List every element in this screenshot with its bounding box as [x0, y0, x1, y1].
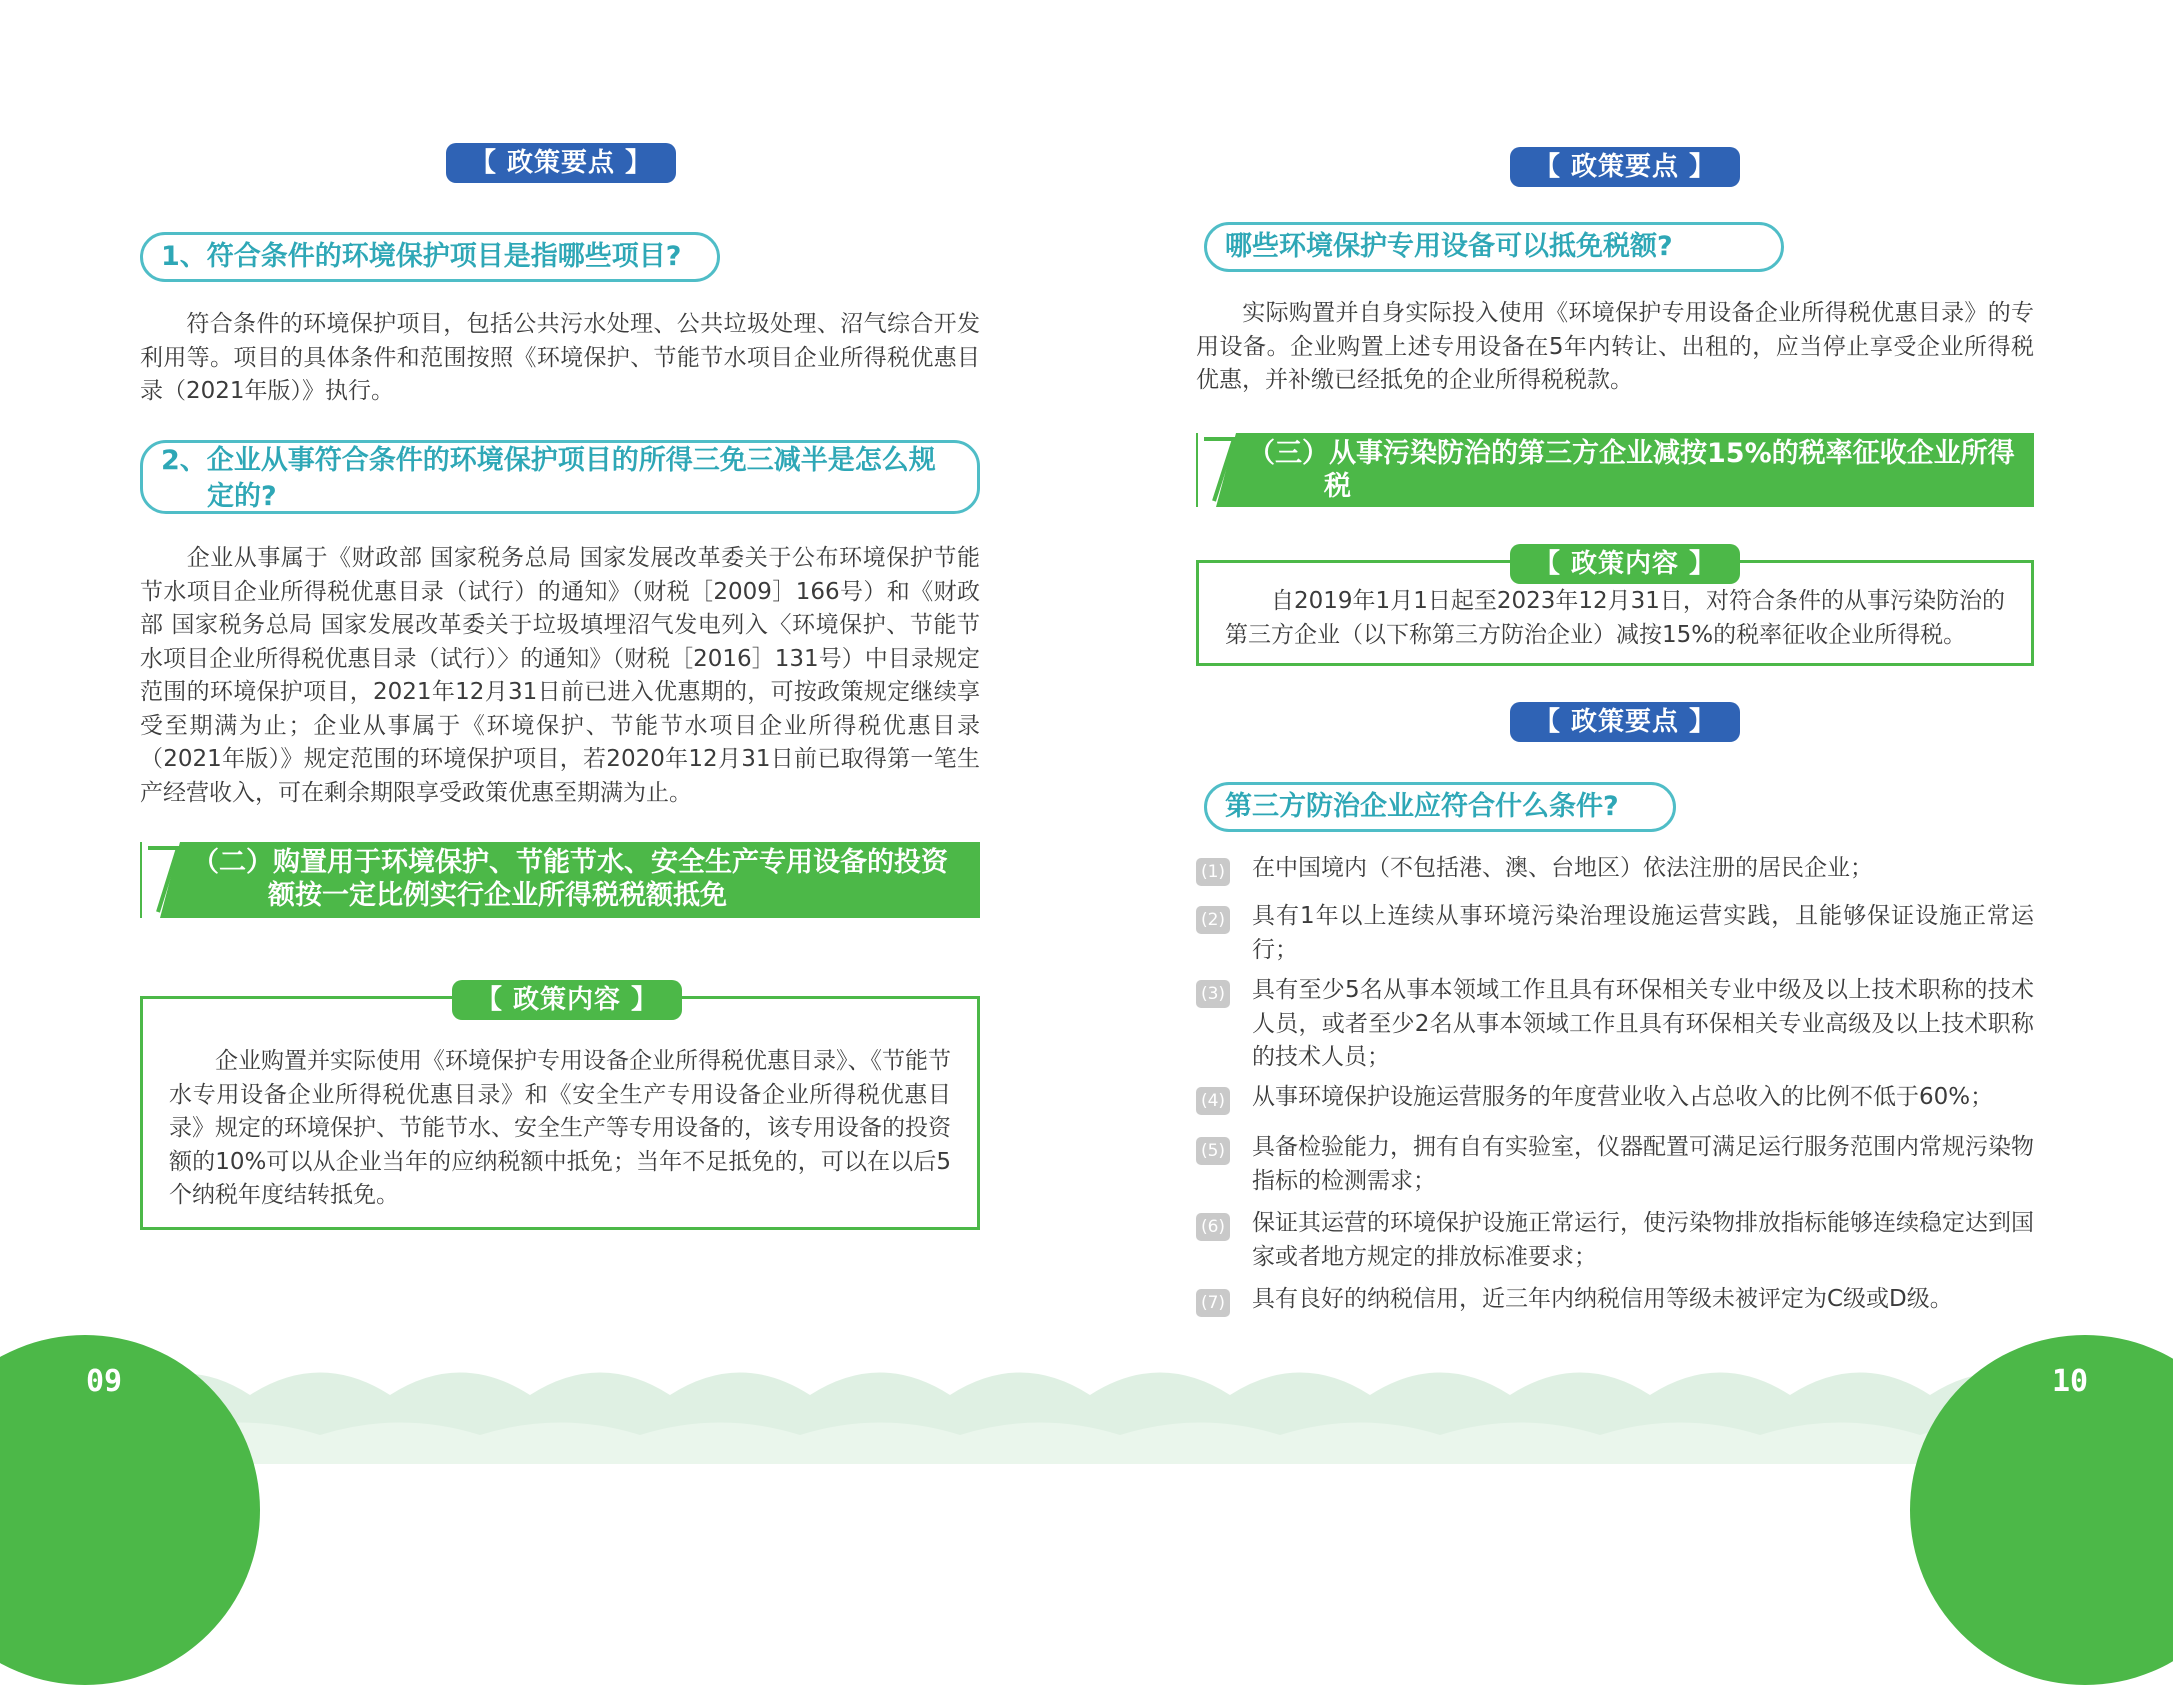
list-item-text: 在中国境内（不包括港、澳、台地区）依法注册的居民企业； — [1252, 855, 1873, 881]
list-item-text: 具有至少5名从事本领域工作且具有环保相关专业中级及以上技术职称的技术人员，或者至少2名从事本领域工作且具有环保相关专业高级及以上技术职称的技术人员； — [1252, 977, 2034, 1070]
chevron-arrow-icon — [1196, 433, 1252, 507]
question-pill-1 — [140, 232, 720, 282]
paragraph-text: 企业从事属于《财政部 国家税务总局 国家发展改革委关于公布环境保护节能节水项目企业所得税优惠目录（试行）的通知》（财税［2009］166号）和《财政部 国家税务总局 国家发展改革委关于垃圾填埋沼气发电列入〈环境保护、节能节水项目企业所得税优惠目录（试行）〉的通知》（财税［2016］131号）中目录规定范围的环境保护项目，2021年12月31日前已进入优惠期的，可按政策规定继续享受至期满为止；企业从事属于《环境保护、节能节水项目企业所得税优惠目录（2021年版）》规定范围的环境保护项目，若2020年12月31日前已取得第一笔生产经营收入，可在剩余期限享受政策优惠至期满为止。 — [140, 545, 980, 806]
policy-content-box-2 — [140, 996, 980, 1230]
section-banner-2 — [140, 842, 980, 918]
question-pill-3 — [1204, 222, 1784, 272]
list-number-badge: (4) — [1196, 1087, 1230, 1115]
policy-points-badge: 【 政策要点 】 — [446, 143, 676, 183]
list-item-text: 具有良好的纳税信用，近三年内纳税信用等级未被评定为C级或D级。 — [1252, 1286, 1953, 1312]
question-text-line1: 2、企业从事符合条件的环境保护项目的所得三免三减半是怎么规 — [161, 445, 936, 476]
paragraph-text-container — [169, 1045, 951, 1213]
question-pill-4 — [1204, 782, 1676, 832]
question-text: 第三方防治企业应符合什么条件? — [1225, 791, 1619, 822]
section-banner-3 — [1196, 433, 2034, 507]
list-number-badge: (6) — [1196, 1213, 1230, 1241]
paragraph-text: 实际购置并自身实际投入使用《环境保护专用设备企业所得税优惠目录》的专用设备。企业购置上述专用设备在5年内转让、出租的，应当停止享受企业所得税优惠，并补缴已经抵免的企业所得税税款。 — [1196, 300, 2034, 393]
list-number-badge: (3) — [1196, 980, 1230, 1008]
paragraph-text: 符合条件的环境保护项目，包括公共污水处理、公共垃圾处理、沼气综合开发利用等。项目的具体条件和范围按照《环境保护、节能节水项目企业所得税优惠目录（2021年版）》执行。 — [140, 311, 980, 404]
list-number-badge: (2) — [1196, 906, 1230, 934]
list-item-text: 从事环境保护设施运营服务的年度营业收入占总收入的比例不低于60%； — [1252, 1084, 1994, 1110]
question-text: 哪些环境保护专用设备可以抵免税额? — [1225, 231, 1673, 262]
question-text: 1、符合条件的环境保护项目是指哪些项目? — [161, 241, 682, 272]
banner-text-line1: （二）购置用于环境保护、节能节水、安全生产专用设备的投资 — [192, 847, 948, 878]
paragraph-text: 企业购置并实际使用《环境保护专用设备企业所得税优惠目录》、《节能节水专用设备企业所得税优惠目录》和《安全生产专用设备企业所得税优惠目录》规定的环境保护、节能节水、安全生产等专用设备的，该专用设备的投资额的10%可以从企业当年的应纳税额中抵免；当年不足抵免的，可以在以后5个纳税年度结转抵免。 — [169, 1048, 951, 1208]
paragraph-text-container — [1225, 585, 2005, 652]
list-number-badge: (5) — [1196, 1137, 1230, 1165]
page-number-right: 10 — [2052, 1364, 2089, 1399]
list-number-badge: (1) — [1196, 858, 1230, 886]
paragraph-three-exemptions — [140, 542, 980, 810]
question-pill-2 — [140, 440, 980, 514]
page-number-left: 09 — [86, 1364, 123, 1399]
list-item-text: 保证其运营的环境保护设施正常运行，使污染物排放指标能够连续稳定达到国家或者地方规定的排放标准要求； — [1252, 1210, 2034, 1270]
policy-points-badge-2: 【 政策要点 】 — [1510, 702, 1740, 742]
bottom-wave-decoration — [0, 1340, 2173, 1464]
chevron-arrow-icon — [140, 842, 196, 918]
list-number-badge: (7) — [1196, 1289, 1230, 1317]
banner-text-line1: （三）从事污染防治的第三方企业减按15%的税率征收企业所得 — [1248, 438, 2015, 469]
banner-text-line2: 额按一定比例实行企业所得税税额抵免 — [268, 880, 727, 911]
paragraph-environmental-projects — [140, 308, 980, 409]
paragraph-text: 自2019年1月1日起至2023年12月31日，对符合条件的从事污染防治的第三方企业（以下称第三方防治企业）减按15%的税率征收企业所得税。 — [1225, 588, 2005, 648]
question-text-line2: 定的? — [207, 481, 277, 512]
policy-content-badge: 【 政策内容 】 — [1510, 544, 1740, 584]
policy-content-badge: 【 政策内容 】 — [452, 980, 682, 1020]
policy-points-badge-1: 【 政策要点 】 — [1510, 147, 1740, 187]
paragraph-eligible-equipment — [1196, 297, 2034, 398]
list-item-text: 具有1年以上连续从事环境污染治理设施运营实践，且能够保证设施正常运行； — [1252, 903, 2034, 963]
list-item-text: 具备检验能力，拥有自有实验室，仪器配置可满足运行服务范围内常规污染物指标的检测需求； — [1252, 1134, 2034, 1194]
banner-text-line2: 税 — [1324, 471, 1351, 502]
